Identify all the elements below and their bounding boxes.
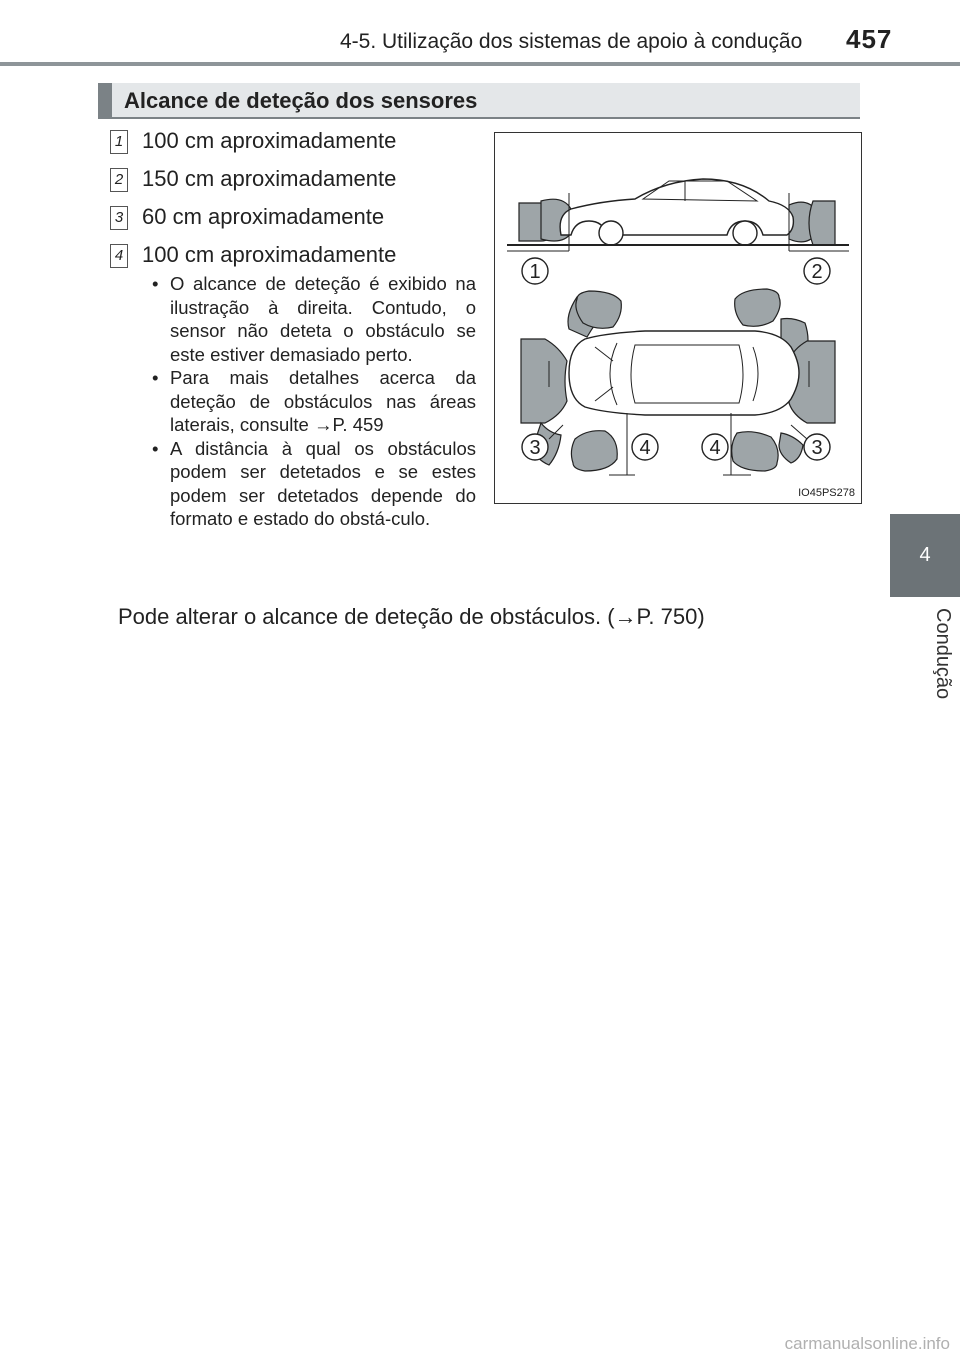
running-header-title: 4-5. Utilização dos sistemas de apoio à condução: [340, 30, 803, 53]
figure-code: IO45PS278: [798, 487, 855, 499]
callout-2: [804, 258, 830, 284]
rear-wheel: [733, 221, 757, 245]
chapter-name: Condução: [932, 608, 954, 700]
watermark: carmanualsonline.info: [784, 1334, 950, 1353]
list-item: [110, 242, 396, 268]
front-zone: [521, 339, 567, 423]
section-heading: [98, 83, 860, 119]
chapter-tab[interactable]: [890, 514, 960, 597]
sensor-range-illustration: [495, 133, 861, 503]
top-view: [521, 289, 835, 475]
list-item: [110, 204, 384, 230]
callout-label: 1: [529, 261, 541, 283]
callout-label: 4: [639, 437, 651, 459]
note-item: • Para mais detalhes acerca da deteção de obstáculos nas áreas laterais, consulte →P. 459: [146, 366, 476, 437]
item-number-badge: 1: [110, 130, 128, 154]
item-text: 60 cm aproximadamente: [142, 204, 385, 229]
item-text: 100 cm aproximadamente: [142, 242, 397, 267]
callout-4-left: [632, 434, 658, 460]
rear-right-side-zone: [732, 432, 778, 471]
page-number: 457: [846, 24, 893, 54]
front-left-side-zone: [576, 291, 621, 328]
note-item: • O alcance de deteção é exibido na ilustração à direita. Contudo, o sensor não deteta o obstáculo se este estiver demasiado perto.: [146, 272, 476, 366]
callout-3-right: [804, 434, 830, 460]
callout-label: 4: [709, 437, 721, 459]
sensor-range-figure: [494, 132, 862, 504]
front-wheel: [599, 221, 623, 245]
callout-1: [522, 258, 548, 284]
notes-list: [146, 272, 476, 531]
callout-label: 3: [811, 437, 823, 459]
side-view: [507, 179, 849, 251]
header-divider: [0, 62, 960, 66]
note-item: • A distância à qual os obstáculos podem ser detetados e se estes podem ser detetados depende do formato e estado do obstá-culo.: [146, 437, 476, 531]
item-text: 100 cm aproximadamente: [142, 128, 397, 153]
item-number-badge: 2: [110, 168, 128, 192]
car-side-body: [560, 179, 793, 235]
callout-label: 3: [529, 437, 541, 459]
section-heading-text: Alcance de deteção dos sensores: [124, 88, 478, 113]
list-item: [110, 166, 396, 192]
item-text: 150 cm aproximadamente: [142, 166, 397, 191]
car-top-body: [569, 331, 799, 415]
item-number-badge: 3: [110, 206, 128, 230]
callout-3-left: [522, 434, 548, 460]
rear-zone-far: [809, 201, 835, 245]
item-number-badge: 4: [110, 244, 128, 268]
list-item: [110, 128, 396, 154]
callout-label: 2: [811, 261, 823, 283]
rear-right-corner-zone: [779, 433, 803, 463]
setting-note: Pode alterar o alcance de deteção de obstáculos. (→P. 750): [118, 604, 705, 629]
callout-4-right: [702, 434, 728, 460]
rear-left-side-zone: [735, 289, 780, 326]
chapter-number: 4: [919, 544, 931, 566]
front-right-side-zone: [571, 431, 617, 471]
